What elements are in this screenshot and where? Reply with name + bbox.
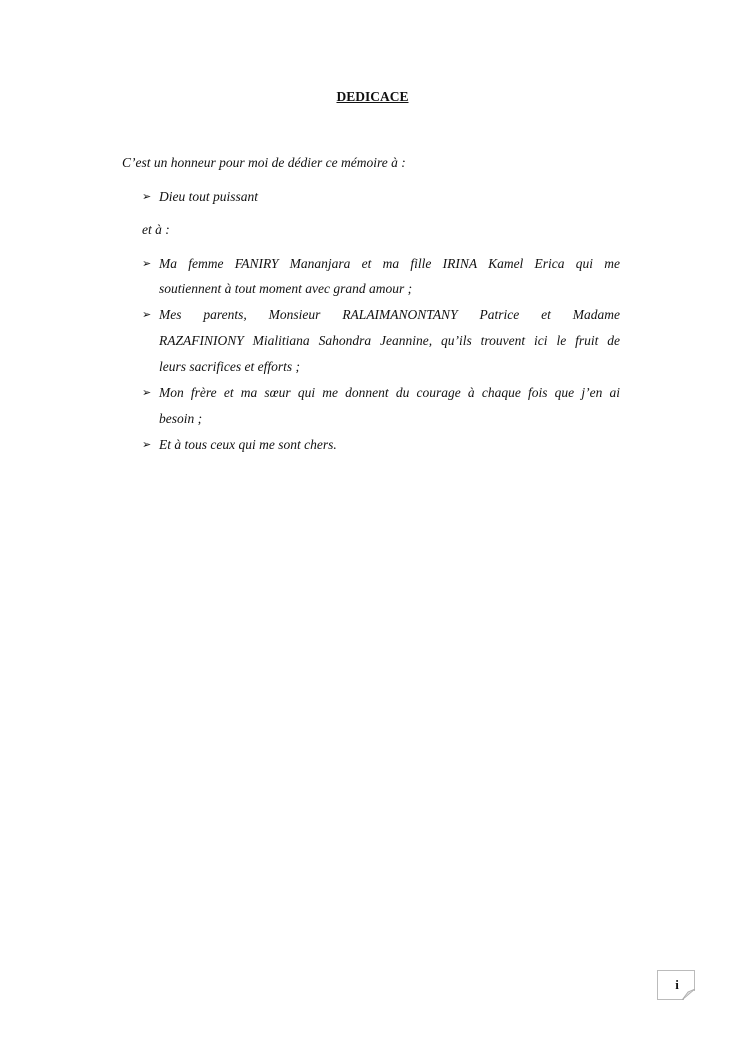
dedication-item-line: Mes parents, Monsieur RALAIMANONTANY Patrice et Madame [159, 307, 620, 322]
page-number: i [675, 977, 679, 992]
arrow-bullet-icon: ➢ [142, 191, 152, 203]
dedication-item-line: Et à tous ceux qui me sont chers. [159, 437, 337, 452]
page-number-box [657, 970, 695, 1000]
dedication-item-line: leurs sacrifices et efforts ; [159, 359, 300, 374]
intro-text: C’est un honneur pour moi de dédier ce mémoire à : [122, 155, 406, 170]
connector-text: et à : [142, 222, 170, 237]
arrow-bullet-icon: ➢ [142, 439, 152, 451]
arrow-bullet-icon: ➢ [142, 258, 152, 270]
page-title: DEDICACE [336, 89, 409, 104]
dedication-item-line: soutiennent à tout moment avec grand amour ; [159, 281, 413, 296]
dedication-item-line: Ma femme FANIRY Mananjara et ma fille IRINA Kamel Erica qui me [159, 256, 620, 271]
dedication-item-god: Dieu tout puissant [159, 189, 259, 204]
dedication-item-line: Mon frère et ma sœur qui me donnent du courage à chaque fois que j’en ai [159, 385, 620, 400]
dedication-item-line: RAZAFINIONY Mialitiana Sahondra Jeannine, qu’ils trouvent ici le fruit de [159, 333, 620, 348]
folded-corner-icon [682, 989, 695, 1000]
arrow-bullet-icon: ➢ [142, 387, 152, 399]
dedication-item-line: besoin ; [159, 411, 203, 426]
arrow-bullet-icon: ➢ [142, 309, 152, 321]
